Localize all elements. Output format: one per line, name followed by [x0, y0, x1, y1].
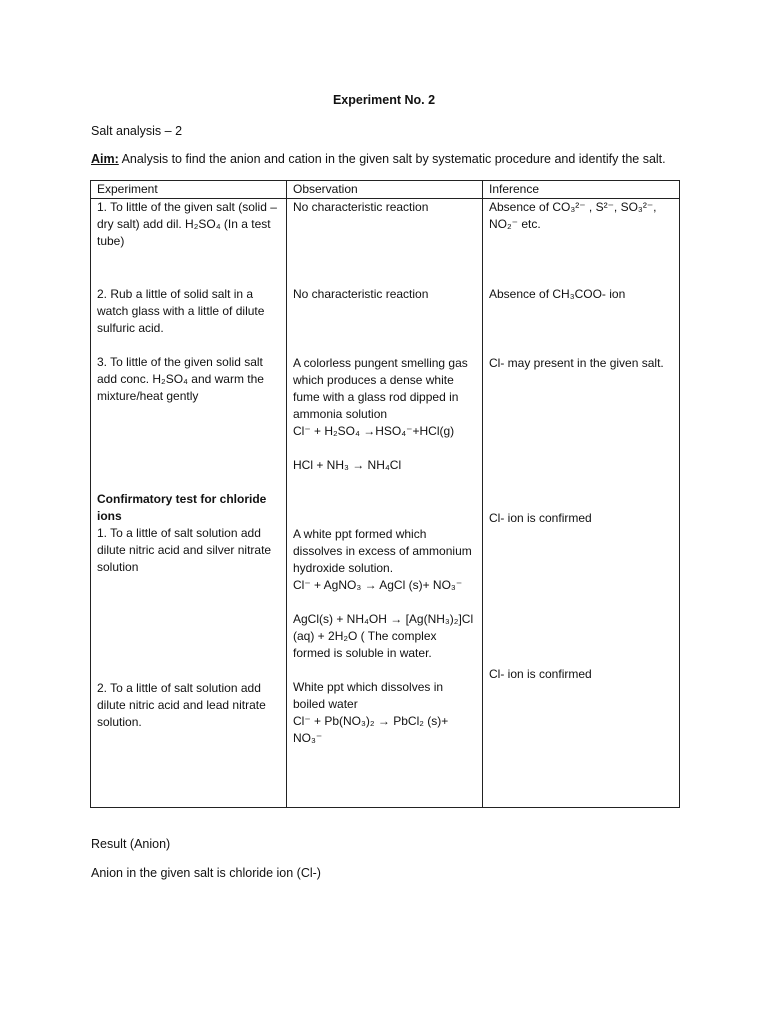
confirm-inference-2-text: Cl- ion is confirmed [489, 667, 592, 681]
observation-3-text: A colorless pungent smelling gas which produces a dense white fume with a glass rod dipped in ammonia solution [293, 356, 468, 421]
inference-2-text: Absence of CH₃COO- ion [489, 287, 626, 301]
page-subtitle: Salt analysis – 2 [91, 124, 183, 138]
result-label: Result (Anion) [91, 837, 171, 851]
observation-3-equation-1: Cl⁻ + H₂SO₄ →HSO₄⁻+HCl(g) [293, 424, 455, 438]
table-header-row [91, 181, 680, 199]
column-header-experiment: Experiment [91, 181, 287, 199]
column-header-inference: Inference [483, 181, 680, 199]
observation-2-text: No characteristic reaction [293, 287, 429, 301]
experiment-table [90, 180, 680, 808]
confirmatory-heading: Confirmatory test for chloride ions [97, 492, 267, 523]
observation-1-text: No characteristic reaction [293, 200, 429, 214]
confirm-observation-1-equation-2: AgCl(s) + NH₄OH → [Ag(NH₃)₂]Cl (aq) + 2H₂O ( The complex formed is soluble in water. [293, 612, 474, 660]
confirm-observation-1-equation-1: Cl⁻ + AgNO₃ → AgCl (s)+ NO₃⁻ [293, 578, 463, 592]
table-row [91, 199, 680, 808]
experiment-2-text: 2. Rub a little of solid salt in a watch glass with a little of dilute sulfuric acid. [97, 287, 265, 335]
aim-text: Analysis to find the anion and cation in the given salt by systematic procedure and identify the salt. [118, 152, 666, 166]
observation-3-equation-2: HCl + NH₃ → NH₄Cl [293, 458, 402, 472]
column-header-observation: Observation [287, 181, 483, 199]
confirm-observation-2-text: White ppt which dissolves in boiled water [293, 680, 444, 711]
confirm-experiment-2-text: 2. To a little of salt solution add dilute nitric acid and lead nitrate solution. [97, 681, 266, 729]
confirm-inference-1-text: Cl- ion is confirmed [489, 511, 592, 525]
inference-3-text: Cl- may present in the given salt. [489, 356, 664, 370]
aim-statement [91, 152, 666, 166]
page-title: Experiment No. 2 [332, 93, 436, 107]
confirm-observation-2-equation-1: Cl⁻ + Pb(NO₃)₂ → PbCl₂ (s)+ NO₃⁻ [293, 714, 449, 745]
inference-1-text: Absence of CO₃²⁻ , S²⁻, SO₃²⁻, NO₂⁻ etc. [489, 200, 657, 231]
confirm-observation-1-text: A white ppt formed which dissolves in excess of ammonium hydroxide solution. [293, 527, 472, 575]
aim-label: Aim: [91, 152, 119, 166]
experiment-1-text: 1. To little of the given salt (solid – dry salt) add dil. H₂SO₄ (In a test tube) [97, 200, 277, 248]
confirm-experiment-1-text: 1. To a little of salt solution add dilute nitric acid and silver nitrate solution [97, 526, 272, 574]
experiment-3-text: 3. To little of the given solid salt add conc. H₂SO₄ and warm the mixture/heat gently [97, 355, 264, 403]
result-text: Anion in the given salt is chloride ion (Cl-) [91, 866, 321, 880]
